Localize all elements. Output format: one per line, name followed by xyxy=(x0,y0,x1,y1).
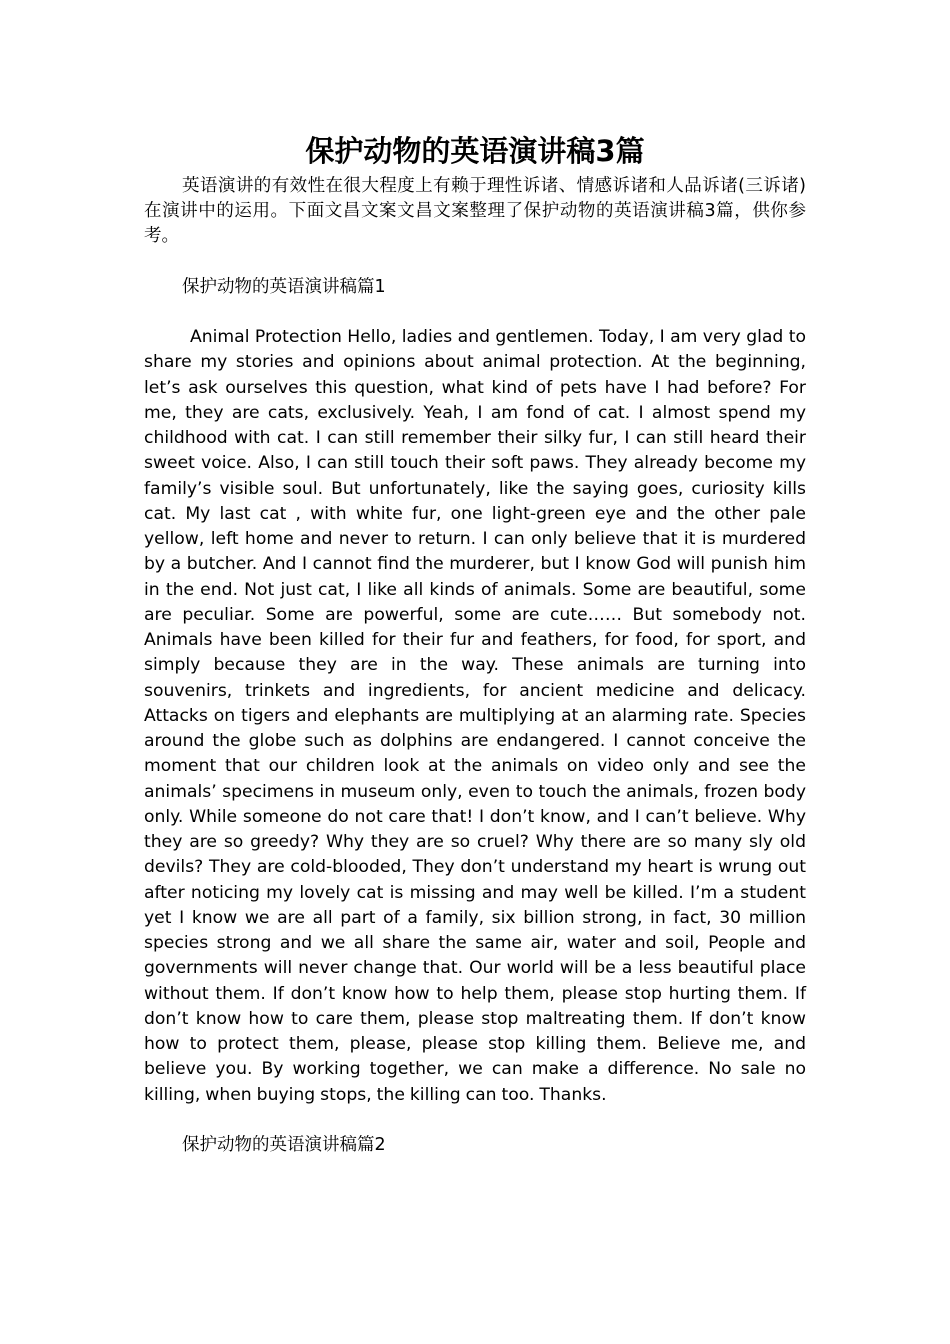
section-heading-1: 保护动物的英语演讲稿篇1 xyxy=(182,277,386,297)
spacer xyxy=(144,1108,806,1133)
section-heading-2: 保护动物的英语演讲稿篇2 xyxy=(182,1134,386,1155)
document-title: 保护动物的英语演讲稿3篇 xyxy=(305,134,645,168)
document-page xyxy=(144,128,806,1158)
intro-paragraph: 英语演讲的有效性在很大程度上有赖于理性诉诸、情感诉诸和人品诉诸(三诉诸)在演讲中的运用。下面文昌文案文昌文案整理了保护动物的英语演讲稿3篇，供你参考。 xyxy=(144,176,806,246)
speech-body-1: Animal Protection Hello, ladies and gentlemen. Today, I am very glad to share my stories and opinions about animal protection. At the beginning, let’s ask ourselves this question, what kind of pets have I had before? For me, they are cats, exclusively. Yeah, I am fond of cat. I almost spend my childhood with cat. I can still remember their silky fur, I can still heard their sweet voice. Also, I can still touch their soft paws. They already become my family’s visible soul. But unfortunately, like the saying goes, curiosity kills cat. My last cat , with white fur, one light-green eye and the other pale yellow, left home and never to return. I can only believe that it is murdered by a butcher. And I cannot find the murderer, but I know God will punish him in the end. Not just cat, I like all kinds of animals. Some are beautiful, some are peculiar. Some are powerful, some are cute…… But somebody not. Animals have been killed for their fur and feathers, for food, for sport, and simply because they are in the way. These animals are turning into souvenirs, trinkets and ingredients, for ancient medicine and delicacy. Attacks on tigers and elephants are multiplying at an alarming rate. Species around the globe such as dolphins are endangered. I cannot conceive the moment that our children look at the animals on video only and see the animals’ specimens in museum only, even to touch the animals, frozen body only. While someone do not care that! I don’t know, and I can’t believe. Why they are so greedy? Why they are so cruel? Why there are so many sly old devils? They are cold-blooded, They don’t understand my heart is wrung out after noticing my lovely cat is missing and may well be killed. I’m a student yet I know we are all part of a family, six billion strong, in fact, 30 million species strong and we all share the same air, water and soil, People and governments will never change that. Our world will be a less beautiful place without them. If don’t know how to help them, please stop hurting them. If don’t know how to care them, please stop maltreating them. If don’t know how to protect them, please, please stop killing them. Believe me, and believe you. By working together, we can make a difference. No sale no killing, when buying stops, the killing can too. Thanks. xyxy=(144,327,806,1105)
spacer xyxy=(144,249,806,275)
spacer xyxy=(144,300,806,325)
